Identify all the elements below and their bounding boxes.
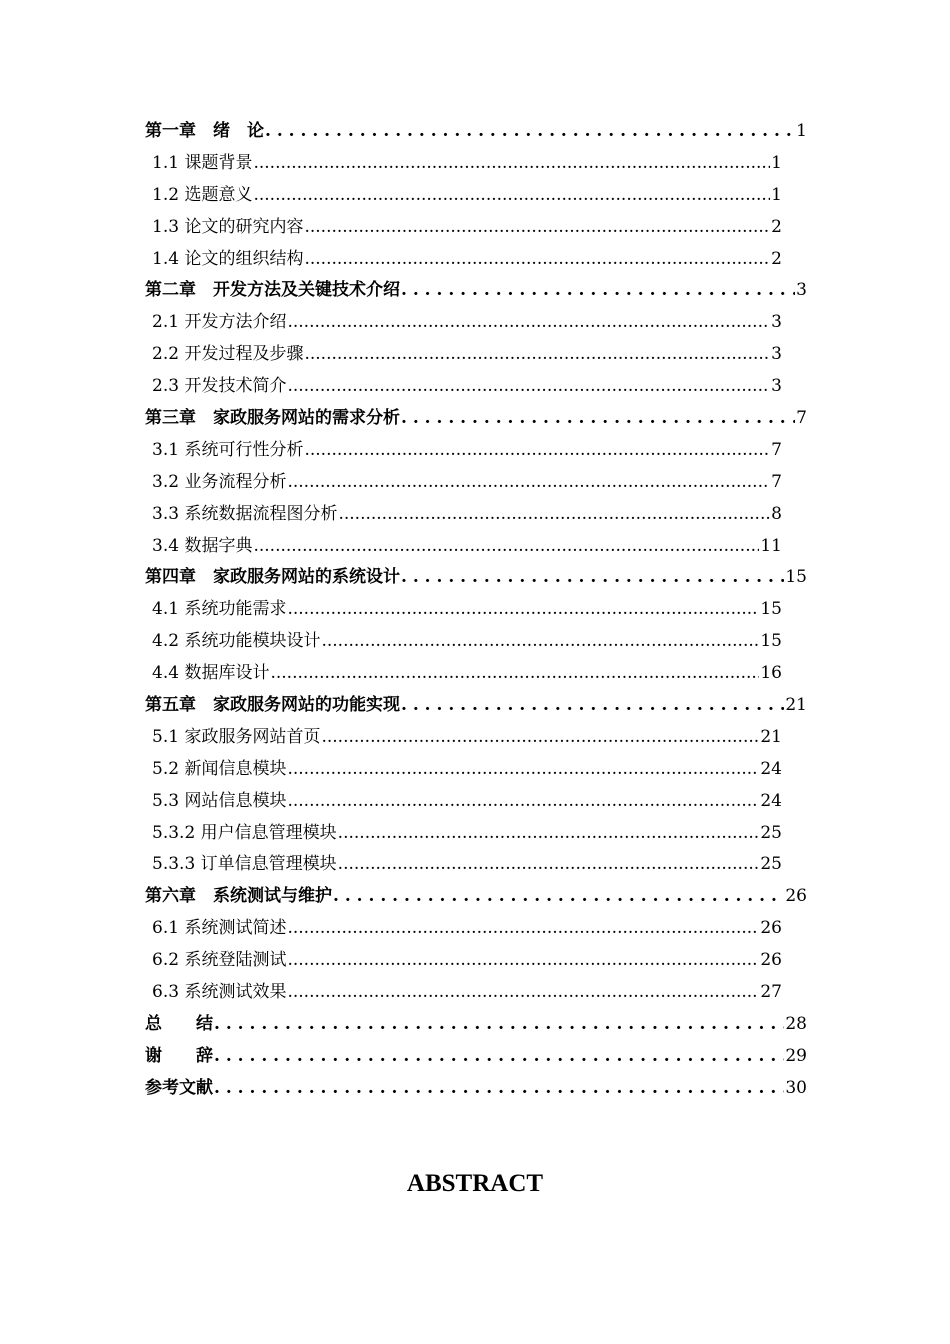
toc-section-entry[interactable] (145, 594, 782, 626)
toc-entry-page-number: 15 (760, 599, 782, 620)
toc-entry-title: 6.1 系统测试简述 (152, 918, 287, 939)
toc-entry-title: 第五章 家政服务网站的功能实现 (145, 695, 400, 716)
toc-section-entry[interactable] (145, 977, 782, 1009)
toc-entry-title: 5.3 网站信息模块 (152, 790, 287, 811)
toc-entry-page-number: 3 (796, 280, 807, 301)
toc-entry-title: 第二章 开发方法及关键技术介绍 (145, 280, 400, 301)
toc-dot-leader (287, 913, 759, 945)
toc-chapter-entry[interactable] (145, 1073, 807, 1105)
toc-entry-title: 5.1 家政服务网站首页 (152, 726, 321, 747)
toc-section-entry[interactable] (145, 786, 782, 818)
toc-section-entry[interactable] (145, 945, 782, 977)
toc-section-entry[interactable] (145, 913, 782, 945)
toc-entry-title: 2.3 开发技术简介 (152, 376, 287, 397)
toc-section-entry[interactable] (145, 212, 782, 244)
toc-dot-leader (401, 403, 795, 435)
toc-section-entry[interactable] (145, 626, 782, 658)
toc-dot-leader (304, 339, 770, 371)
toc-section-entry[interactable] (145, 849, 782, 881)
toc-dot-leader (401, 275, 795, 307)
toc-chapter-entry[interactable] (145, 881, 807, 913)
toc-entry-page-number: 21 (785, 695, 807, 716)
toc-dot-leader (287, 467, 770, 499)
toc-section-entry[interactable] (145, 658, 782, 690)
toc-entry-page-number: 28 (785, 1013, 807, 1034)
toc-entry-title: 2.1 开发方法介绍 (152, 312, 287, 333)
toc-entry-title: 6.2 系统登陆测试 (152, 950, 287, 971)
toc-entry-page-number: 2 (771, 216, 782, 237)
toc-entry-title: 3.3 系统数据流程图分析 (152, 503, 338, 524)
toc-entry-page-number: 8 (771, 503, 782, 524)
toc-entry-page-number: 15 (785, 567, 807, 588)
toc-chapter-entry[interactable] (145, 1041, 807, 1073)
toc-entry-page-number: 21 (760, 726, 782, 747)
toc-dot-leader (287, 945, 759, 977)
toc-entry-page-number: 7 (796, 408, 807, 429)
toc-entry-page-number: 26 (760, 950, 782, 971)
toc-entry-page-number: 1 (771, 184, 782, 205)
toc-dot-leader (333, 881, 784, 913)
toc-dot-leader (287, 371, 770, 403)
toc-dot-leader (253, 180, 770, 212)
toc-entry-title: 第一章 绪 论 (145, 121, 264, 141)
toc-section-entry[interactable] (145, 180, 782, 212)
toc-entry-page-number: 3 (771, 312, 782, 333)
toc-section-entry[interactable] (145, 722, 782, 754)
toc-section-entry[interactable] (145, 307, 782, 339)
toc-entry-page-number: 1 (796, 121, 807, 141)
toc-entry-page-number: 7 (771, 471, 782, 492)
toc-section-entry[interactable] (145, 467, 782, 499)
toc-entry-page-number: 25 (760, 854, 782, 875)
toc-section-entry[interactable] (145, 371, 782, 403)
toc-entry-page-number: 1 (771, 152, 782, 173)
toc-dot-leader (265, 116, 795, 148)
toc-entry-title: 参考文献 (145, 1077, 213, 1098)
toc-dot-leader (338, 849, 760, 881)
toc-entry-page-number: 24 (760, 790, 782, 811)
toc-entry-page-number: 16 (760, 663, 782, 684)
toc-entry-title: 5.3.2 用户信息管理模块 (152, 822, 337, 843)
abstract-heading: ABSTRACT (406, 1170, 544, 1197)
toc-dot-leader (304, 212, 770, 244)
toc-entry-title: 5.2 新闻信息模块 (152, 758, 287, 779)
toc-entry-title: 5.3.3 订单信息管理模块 (152, 854, 337, 875)
toc-chapter-entry[interactable] (145, 403, 807, 435)
table-of-contents (145, 116, 807, 1105)
toc-entry-title: 6.3 系统测试效果 (152, 982, 287, 1003)
toc-entry-page-number: 15 (760, 631, 782, 652)
toc-entry-title: 4.1 系统功能需求 (152, 599, 287, 620)
toc-entry-page-number: 25 (760, 822, 782, 843)
toc-dot-leader (321, 626, 759, 658)
toc-dot-leader (253, 148, 770, 180)
toc-entry-page-number: 2 (771, 248, 782, 269)
toc-entry-page-number: 30 (785, 1077, 807, 1098)
toc-dot-leader (304, 244, 770, 276)
toc-entry-title: 第三章 家政服务网站的需求分析 (145, 408, 400, 429)
toc-dot-leader (287, 977, 759, 1009)
toc-dot-leader (401, 690, 784, 722)
toc-dot-leader (304, 435, 770, 467)
toc-section-entry[interactable] (145, 435, 782, 467)
toc-section-entry[interactable] (145, 148, 782, 180)
toc-dot-leader (214, 1009, 784, 1041)
toc-entry-page-number: 26 (785, 886, 807, 907)
toc-dot-leader (287, 594, 759, 626)
toc-dot-leader (214, 1073, 784, 1105)
toc-dot-leader (338, 818, 760, 850)
toc-entry-page-number: 3 (771, 344, 782, 365)
toc-entry-title: 1.4 论文的组织结构 (152, 248, 304, 269)
toc-entry-title: 1.1 课题背景 (152, 152, 253, 173)
toc-entry-page-number: 29 (785, 1045, 807, 1066)
toc-dot-leader (321, 722, 759, 754)
toc-chapter-entry[interactable] (145, 1009, 807, 1041)
toc-entry-title: 总 结 (145, 1013, 213, 1034)
toc-entry-title: 1.3 论文的研究内容 (152, 216, 304, 237)
toc-entry-page-number: 24 (760, 758, 782, 779)
toc-chapter-entry[interactable] (145, 116, 807, 148)
toc-entry-title: 4.2 系统功能模块设计 (152, 631, 321, 652)
toc-entry-title: 3.2 业务流程分析 (152, 471, 287, 492)
toc-entry-page-number: 3 (771, 376, 782, 397)
toc-entry-page-number: 26 (760, 918, 782, 939)
toc-section-entry[interactable] (145, 244, 782, 276)
toc-section-entry[interactable] (145, 818, 782, 850)
toc-dot-leader (287, 754, 759, 786)
toc-dot-leader (270, 658, 759, 690)
toc-entry-page-number: 27 (760, 982, 782, 1003)
toc-entry-title: 谢 辞 (145, 1045, 213, 1066)
toc-dot-leader (401, 562, 784, 594)
toc-entry-title: 3.1 系统可行性分析 (152, 439, 304, 460)
toc-dot-leader (253, 531, 759, 563)
toc-dot-leader (287, 307, 770, 339)
toc-dot-leader (214, 1041, 784, 1073)
toc-entry-title: 1.2 选题意义 (152, 184, 253, 205)
toc-dot-leader (287, 786, 759, 818)
toc-entry-title: 2.2 开发过程及步骤 (152, 344, 304, 365)
toc-chapter-entry[interactable] (145, 690, 807, 722)
toc-section-entry[interactable] (145, 499, 782, 531)
toc-entry-page-number: 11 (760, 535, 782, 556)
toc-entry-title: 第四章 家政服务网站的系统设计 (145, 567, 400, 588)
toc-entry-title: 4.4 数据库设计 (152, 663, 270, 684)
toc-section-entry[interactable] (145, 754, 782, 786)
toc-section-entry[interactable] (145, 339, 782, 371)
toc-entry-title: 3.4 数据字典 (152, 535, 253, 556)
toc-entry-page-number: 7 (771, 439, 782, 460)
toc-chapter-entry[interactable] (145, 562, 807, 594)
toc-section-entry[interactable] (145, 531, 782, 563)
toc-dot-leader (338, 499, 770, 531)
toc-entry-title: 第六章 系统测试与维护 (145, 886, 332, 907)
toc-chapter-entry[interactable] (145, 275, 807, 307)
